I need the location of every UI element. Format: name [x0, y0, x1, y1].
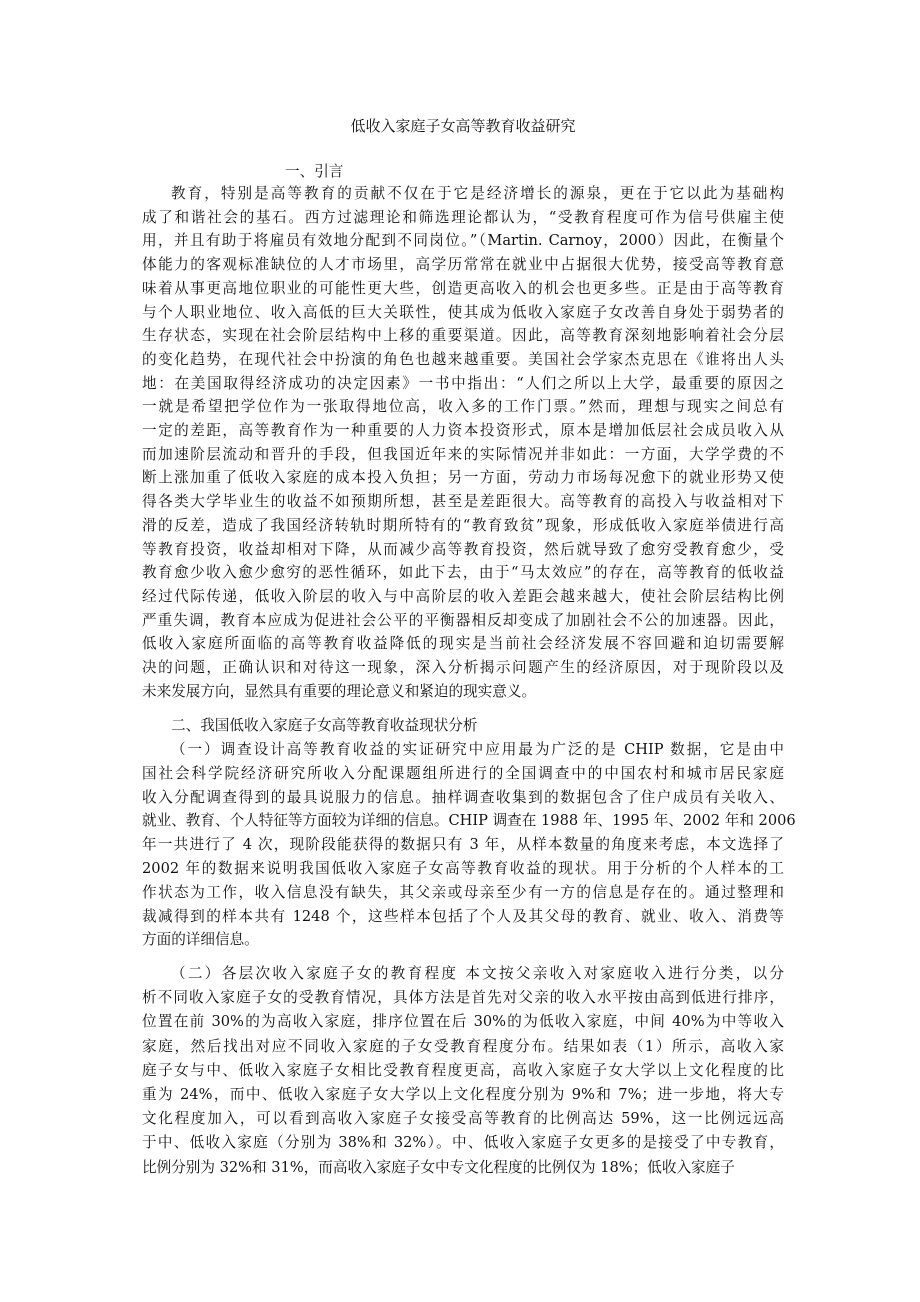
education-level-paragraph-line: 文化程度加入，可以看到高收入家庭子女接受高等教育的比例高达 59%，这一比例远远高	[142, 1110, 784, 1128]
introduction-paragraph-line: 决的问题，正确认识和对待这一现象，深入分析揭示问题产生的经济原因，对于现阶段以及	[142, 659, 784, 676]
document-title: 低收入家庭子女高等教育收益研究	[350, 117, 576, 135]
introduction-paragraph-line: 味着从事更高地位职业的可能性更大些，创造更高收入的机会也更多些。正是由于高等教育	[142, 279, 784, 297]
survey-design-paragraph-line: 收入分配调查得到的最具说服力的信息。抽样调查收集到的数据包含了住户成员有关收入、	[142, 788, 784, 806]
survey-design-paragraph-line: 作状态为工作，收入信息没有缺失，其父亲或母亲至少有一方的信息是存在的。通过整理和	[142, 883, 784, 901]
survey-design-paragraph-line: 年一共进行了 4 次，现阶段能获得的数据只有 3 年，从样本数量的角度来考虑，本文选择了	[142, 836, 784, 854]
survey-design-paragraph-line: 裁减得到的样本共有 1248 个，这些样本包括了个人及其父母的教育、就业、收入、消费等	[142, 907, 784, 925]
introduction-paragraph-line: 与个人职业地位、收入高低的巨大关联性，使其成为低收入家庭子女改善自身处于弱势者的	[142, 303, 784, 321]
introduction-paragraph-line: 地：在美国取得经济成功的决定因素》一书中指出：“人们之所以上大学，最重要的原因之	[142, 374, 784, 392]
introduction-paragraph-line: 而加速阶层流动和晋升的手段，但我国近年来的实际情况并非如此：一方面，大学学费的不	[142, 445, 784, 463]
introduction-paragraph-line: 一就是希望把学位作为一张取得地位高，收入多的工作门票。”然而，理想与现实之间总有	[142, 398, 784, 416]
section-heading-introduction: 一、引言	[285, 163, 344, 180]
introduction-paragraph-line: 用，并且有助于将雇员有效地分配到不同岗位。”（Martin. Carnoy，2000）因此，在衡量个	[142, 232, 784, 250]
education-level-paragraph-line: 比例分别为 32%和 31%，而高收入家庭子女中专文化程度的比例仅为 18%；低收入家庭子	[142, 1158, 735, 1176]
introduction-paragraph-line: 的变化趋势，在现代社会中扮演的角色也越来越重要。美国社会学家杰克思在《谁将出人头	[142, 350, 784, 368]
introduction-paragraph-line: 体能力的客观标准缺位的人才市场里，高学历常常在就业中占据很大优势，接受高等教育意	[142, 256, 784, 274]
education-level-paragraph-line: 析不同收入家庭子女的受教育情况，具体方法是首先对父亲的收入水平按由高到低进行排序，	[142, 989, 784, 1007]
section-heading-analysis: 二、我国低收入家庭子女高等教育收益现状分析	[171, 717, 478, 734]
introduction-paragraph-line: 教育，特别是高等教育的贡献不仅在于它是经济增长的源泉，更在于它以此为基础构	[171, 185, 784, 202]
survey-design-paragraph-line: 国社会科学院经济研究所收入分配课题组所进行的全国调查中的中国农村和城市居民家庭	[142, 764, 784, 782]
introduction-paragraph-line: 滑的反差，造成了我国经济转轨时期所特有的“教育致贫”现象，形成低收入家庭举债进行高	[142, 516, 784, 534]
introduction-paragraph-line: 未来发展方向，显然具有重要的理论意义和紧迫的现实意义。	[142, 682, 537, 700]
survey-design-paragraph-line: 方面的详细信息。	[142, 931, 259, 949]
survey-design-paragraph-line: 2002 年的数据来说明我国低收入家庭子女高等教育收益的现状。用于分析的个人样本的工	[142, 860, 784, 877]
education-level-paragraph-line: （二）各层次收入家庭子女的教育程度 本文按父亲收入对家庭收入进行分类，以分	[171, 965, 784, 982]
survey-design-paragraph-line: （一）调查设计高等教育收益的实证研究中应用最为广泛的是 CHIP 数据，它是由中	[171, 741, 784, 758]
introduction-paragraph-line: 经过代际传递，低收入阶层的收入与中高阶层的收入差距会越来越大，使社会阶层结构比例	[142, 587, 784, 605]
survey-design-paragraph-line: 就业、教育、个人特征等方面较为详细的信息。CHIP 调查在 1988 年、1995 年、2002 年和 2006	[142, 812, 796, 830]
introduction-paragraph-line: 生存状态，实现在社会阶层结构中上移的重要渠道。因此，高等教育深刻地影响着社会分层	[142, 327, 784, 345]
introduction-paragraph-line: 一定的差距，高等教育作为一种重要的人力资本投资形式，原本是增加低层社会成员收入从	[142, 422, 784, 439]
introduction-paragraph-line: 得各类大学毕业生的收益不如预期所想，甚至是差距很大。高等教育的高投入与收益相对下	[142, 493, 784, 511]
education-level-paragraph-line: 家庭，然后找出对应不同收入家庭的子女受教育程度分布。结果如表（1）所示，高收入家	[142, 1037, 784, 1055]
introduction-paragraph-line: 严重失调，教育本应成为促进社会公平的平衡器相反却变成了加剧社会不公的加速器。因此，	[142, 611, 784, 629]
introduction-paragraph-line: 断上涨加重了低收入家庭的成本投入负担；另一方面，劳动力市场每况愈下的就业形势又使	[142, 469, 784, 487]
education-level-paragraph-line: 于中、低收入家庭（分别为 38%和 32%）。中、低收入家庭子女更多的是接受了中专教育，	[142, 1134, 784, 1152]
introduction-paragraph-line: 等教育投资，收益却相对下降，从而减少高等教育投资，然后就导致了愈穷受教育愈少，受	[142, 540, 784, 558]
introduction-paragraph-line: 低收入家庭所面临的高等教育收益降低的现实是当前社会经济发展不容回避和迫切需要解	[142, 635, 784, 653]
education-level-paragraph-line: 庭子女与中、低收入家庭子女相比受教育程度更高，高收入家庭子女大学以上文化程度的比	[142, 1061, 784, 1079]
introduction-paragraph-line: 教育愈少收入愈少愈穷的恶性循环，如此下去，由于“马太效应”的存在，高等教育的低收益	[142, 564, 784, 582]
education-level-paragraph-line: 位置在前 30%的为高收入家庭，排序位置在后 30%的为低收入家庭，中间 40%为中等收入	[142, 1013, 784, 1031]
education-level-paragraph-line: 重为 24%，而中、低收入家庭子女大学以上文化程度分别为 9%和 7%；进一步地，将大专	[142, 1086, 784, 1103]
introduction-paragraph-line: 成了和谐社会的基石。西方过滤理论和筛选理论都认为，“受教育程度可作为信号供雇主使	[142, 208, 784, 226]
